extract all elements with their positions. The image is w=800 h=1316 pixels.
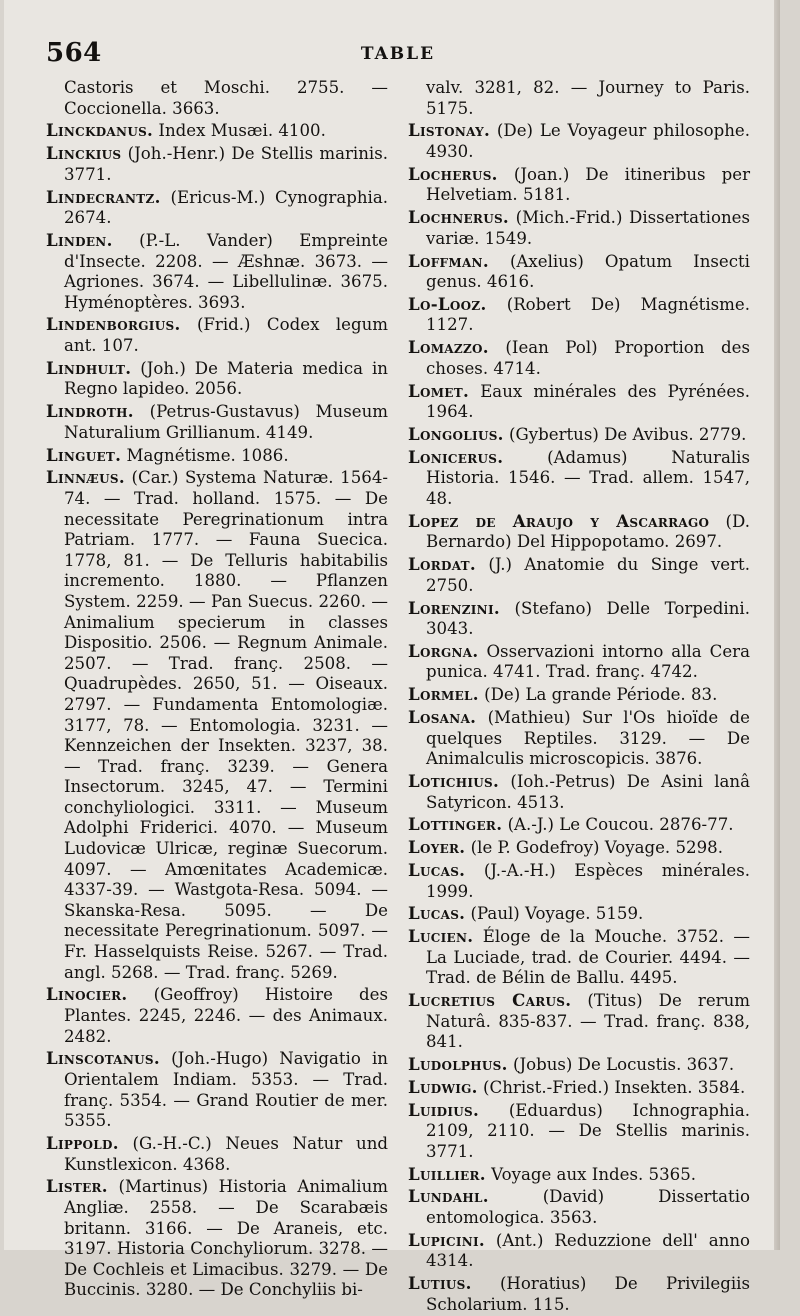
entry-text: Magnétisme. 1086. — [126, 445, 289, 465]
entry-text: (Joh.-Hugo) Navigatio in Orientalem Indiam. 5353. — Trad. franç. 5354. — Grand Routier de mer. 5355. — [64, 1049, 388, 1131]
entry-text: (Gybertus) De Avibus. 2779. — [509, 425, 747, 444]
index-entry — [408, 1230, 750, 1272]
entry-text: Éloge de la Mouche. 3752. — La Luciade, trad. de Courier. 4494. — Trad. de Bélin de Ballu. 4495. — [426, 927, 750, 988]
entry-headword: Lomet. — [408, 380, 470, 401]
entry-text: (De) Le Voyageur philosophe. 4930. — [426, 121, 750, 161]
index-entry — [408, 554, 750, 596]
entry-text: (Jobus) De Locustis. 3637. — [512, 1055, 735, 1075]
entry-text: (Ericus-M.) Cynographia. 2674. — [64, 187, 388, 228]
index-entry — [408, 598, 750, 640]
entry-text: (le P. Godefroy) Voyage. 5298. — [470, 838, 723, 858]
index-entry — [408, 814, 750, 836]
index-entry — [408, 684, 750, 706]
entry-headword: Lormel. — [408, 684, 479, 705]
index-entry — [46, 230, 388, 313]
entry-headword: Linckdanus. — [46, 120, 154, 141]
entry-text: valv. 3281, 82. — Journey to Paris. 5175. — [426, 78, 750, 118]
index-entry — [408, 903, 750, 925]
index-entry — [46, 401, 388, 443]
index-entry — [408, 1077, 750, 1099]
entry-headword: Lutius. — [408, 1273, 472, 1294]
index-entry — [408, 771, 750, 813]
entry-headword: Loffman. — [408, 250, 489, 271]
entry-headword: Lotichius. — [408, 771, 500, 791]
entry-headword: Loyer. — [408, 837, 466, 858]
running-head: TABLE — [360, 44, 436, 64]
entry-text: Voyage aux Indes. 5365. — [491, 1164, 697, 1184]
entry-headword: Lucas. — [408, 903, 466, 924]
entry-text: (Paul) Voyage. 5159. — [470, 904, 644, 924]
entry-headword: Linscotanus. — [46, 1048, 160, 1069]
entry-headword: Lupicini. — [408, 1229, 485, 1250]
index-entry — [408, 447, 750, 510]
entry-headword: Lindroth. — [46, 401, 134, 422]
index-entry — [408, 707, 750, 770]
entry-text: (Axelius) Opatum Insecti genus. 4616. — [426, 251, 750, 292]
entry-headword: Lorgna. — [408, 640, 479, 661]
entry-text: Osservazioni intorno alla Cera punica. 4741. Trad. franç. 4742. — [426, 641, 750, 682]
entry-text: (Robert De) Magnétisme. 1127. — [426, 294, 751, 335]
index-entry — [46, 143, 388, 185]
entry-text: (Christ.-Fried.) Insekten. 3584. — [483, 1077, 746, 1097]
entry-text: (G.-H.-C.) Neues Natur und Kunstlexicon. 4368. — [64, 1133, 389, 1174]
index-entry — [408, 511, 750, 553]
index-entry — [408, 641, 750, 683]
index-entry — [408, 1273, 750, 1315]
index-entry — [46, 984, 388, 1047]
entry-headword: Linguet. — [46, 444, 122, 465]
index-entry — [408, 294, 750, 336]
entry-text: Index Musæi. 4100. — [158, 121, 326, 141]
entry-headword: Lindenborgius. — [46, 314, 181, 335]
entry-headword: Linnæus. — [46, 467, 125, 488]
entry-headword: Locherus. — [408, 163, 498, 184]
entry-headword: Lindhult. — [46, 357, 132, 378]
entry-text: (Joh.-Henr.) De Stellis marinis. 3771. — [64, 144, 388, 184]
entry-headword: Lucretius Carus. — [408, 990, 572, 1011]
entry-text: (Frid.) Codex legum ant. 107. — [64, 315, 388, 356]
entry-text: (Petrus-Gustavus) Museum Naturalium Grillianum. 4149. — [64, 402, 389, 442]
entry-text: (D. Bernardo) Del Hippopotamo. 2697. — [426, 511, 750, 552]
index-entry — [46, 187, 388, 229]
entry-headword: Linden. — [46, 229, 113, 250]
index-entry — [46, 314, 388, 356]
index-entry — [408, 164, 750, 206]
entry-headword: Longolius. — [408, 424, 504, 444]
index-entry — [408, 337, 750, 379]
entry-headword: Lordat. — [408, 554, 476, 575]
page-number: 564 — [46, 38, 102, 68]
entry-text: Eaux minérales des Pyrénées. 1964. — [426, 381, 750, 422]
entry-headword: Lomazzo. — [408, 337, 489, 358]
entry-headword: Lonicerus. — [408, 446, 504, 467]
entry-headword: Linckius — [46, 143, 122, 164]
entry-text: (Stefano) Delle Torpedini. 3043. — [426, 598, 750, 639]
entry-text: (Adamus) Naturalis Historia. 1546. — Trad. allem. 1547, 48. — [426, 447, 750, 508]
entry-text: (Joan.) De itineribus per Helvetiam. 5181. — [426, 164, 751, 205]
index-entry — [408, 424, 750, 446]
entry-headword: Lucas. — [408, 859, 466, 880]
index-entry — [46, 1176, 388, 1301]
index-entry — [46, 1048, 388, 1131]
entry-headword: Lucien. — [408, 926, 474, 947]
index-entry — [408, 207, 750, 249]
page-edge — [774, 0, 780, 1250]
entry-headword: Losana. — [408, 707, 477, 728]
entry-headword: Lippold. — [46, 1132, 119, 1153]
entry-headword: Linocier. — [46, 984, 128, 1005]
index-entry — [408, 1100, 750, 1163]
index-entry — [46, 120, 388, 142]
entry-text: (Horatius) De Privilegiis Scholarium. 115. — [426, 1274, 750, 1314]
entry-headword: Lochnerus. — [408, 207, 510, 228]
index-entry — [46, 445, 388, 467]
entry-text: (Mich.-Frid.) Dissertationes variæ. 1549. — [426, 208, 750, 248]
entry-headword: Ludolphus. — [408, 1054, 508, 1075]
entry-headword: Lottinger. — [408, 814, 503, 835]
index-entry — [408, 1164, 750, 1186]
index-entry — [408, 926, 750, 989]
index-entry — [408, 837, 750, 859]
index-page — [4, 0, 780, 1314]
entry-text: (Car.) Systema Naturæ. 1564-74. — Trad. holland. 1575. — De necessitate Peregrinationum intra Patriam. 1777. — Fauna Suecica. 1778, 81. — De Telluris habitabilis incremento. 1880. — Pflanzen System. 2259. — Pan Suecus. 2260. — Animalium specierum in classes Dispositio. 2506. — Regnum Animale. 2507. — Trad. franç. 2508. — Quadrupèdes. 2650, 51. — Oiseaux. 2797. — Fundamenta Entomologiæ. 3177, 78. — Entomologia. 3231. — Kennzeichen der Insekten. 3237, 38. — Trad. franç. 3239. — Genera Insectorum. 3245, 47. — Termini conchyliologici. 3311. — Museum Adolphi Friderici. 4070. — Museum Ludovicæ Ulricæ, reginæ Suecorum. 4097. — Amœnitates Academicæ. 4337-39. — Wastgota-Resa. 5094. — Skanska-Resa. 5095. — De necessitate Peregrinationum. 5097. — Fr. Hasselquists Reise. 5267. — Trad. angl. 5268. — Trad. franç. 5269. — [64, 468, 388, 982]
entry-text: (Geoffroy) Histoire des Plantes. 2245, 2246. — des Animaux. 2482. — [64, 985, 388, 1046]
entry-text: (J.) Anatomie du Singe vert. 2750. — [426, 555, 750, 595]
entry-text: (David) Dissertatio entomologica. 3563. — [426, 1187, 750, 1227]
index-entry — [408, 1054, 750, 1076]
entry-headword: Listonay. — [408, 120, 491, 141]
entry-text: (De) La grande Période. 83. — [484, 685, 718, 705]
entry-text: Castoris et Moschi. 2755. — Coccionella. 3663. — [64, 78, 388, 118]
entry-text: (P.-L. Vander) Empreinte d'Insecte. 2208. — Æshnæ. 3673. — Agriones. 3674. — Libellulinæ. 3675. Hyménoptères. 3693. — [64, 230, 388, 312]
entry-headword: Ludwig. — [408, 1076, 478, 1097]
index-entry — [408, 1186, 750, 1228]
entry-text: (Joh.) De Materia medica in Regno lapideo. 2056. — [64, 358, 388, 399]
entry-headword: Lorenzini. — [408, 597, 500, 618]
left-column — [46, 78, 388, 1316]
entry-text: (Martinus) Historia Animalium Angliæ. 2558. — De Scarabæis britann. 3166. — De Araneis, etc. 3197. Historia Conchyliorum. 3278. — De Cochleis et Limacibus. 3279. — De Buccinis. 3280. — De Conchyliis bi- — [64, 1177, 388, 1300]
page-header — [46, 38, 750, 78]
entry-headword: Lundahl. — [408, 1186, 489, 1207]
entry-text: (A.-J.) Le Coucou. 2876-77. — [507, 815, 734, 835]
entry-headword: Lo-Looz. — [408, 293, 487, 314]
entry-text: (J.-A.-H.) Espèces minérales. 1999. — [426, 860, 750, 901]
index-entry — [408, 251, 750, 293]
right-column — [408, 78, 750, 1316]
entry-text: (Eduardus) Ichnographia. 2109, 2110. — De Stellis marinis. 3771. — [426, 1100, 750, 1161]
index-entry — [408, 990, 750, 1053]
index-entry — [46, 1133, 388, 1175]
index-columns — [46, 78, 750, 1316]
entry-text: (Ioh.-Petrus) De Asini lanâ Satyricon. 4513. — [426, 772, 750, 812]
entry-headword: Lindecrantz. — [46, 186, 161, 207]
entry-headword: Lister. — [46, 1176, 108, 1197]
index-entry-continuation — [46, 78, 388, 119]
entry-text: (Titus) De rerum Naturâ. 835-837. — Trad. franç. 838, 841. — [426, 991, 751, 1052]
entry-text: (Ant.) Reduzzione dell' anno 4314. — [426, 1230, 750, 1271]
index-entry-continuation — [408, 78, 750, 119]
entry-text: (Iean Pol) Proportion des choses. 4714. — [426, 338, 750, 378]
entry-text: (Mathieu) Sur l'Os hioïde de quelques Reptiles. 3129. — De Animalculis microscopicis. 3876. — [426, 708, 750, 769]
index-entry — [408, 120, 750, 162]
index-entry — [408, 381, 750, 423]
index-entry — [46, 358, 388, 400]
entry-headword: Luidius. — [408, 1099, 480, 1120]
entry-headword: Lopez de Araujo y Ascarrago — [408, 510, 710, 531]
entry-headword: Luillier. — [408, 1163, 486, 1184]
index-entry — [46, 467, 388, 983]
index-entry — [408, 860, 750, 902]
